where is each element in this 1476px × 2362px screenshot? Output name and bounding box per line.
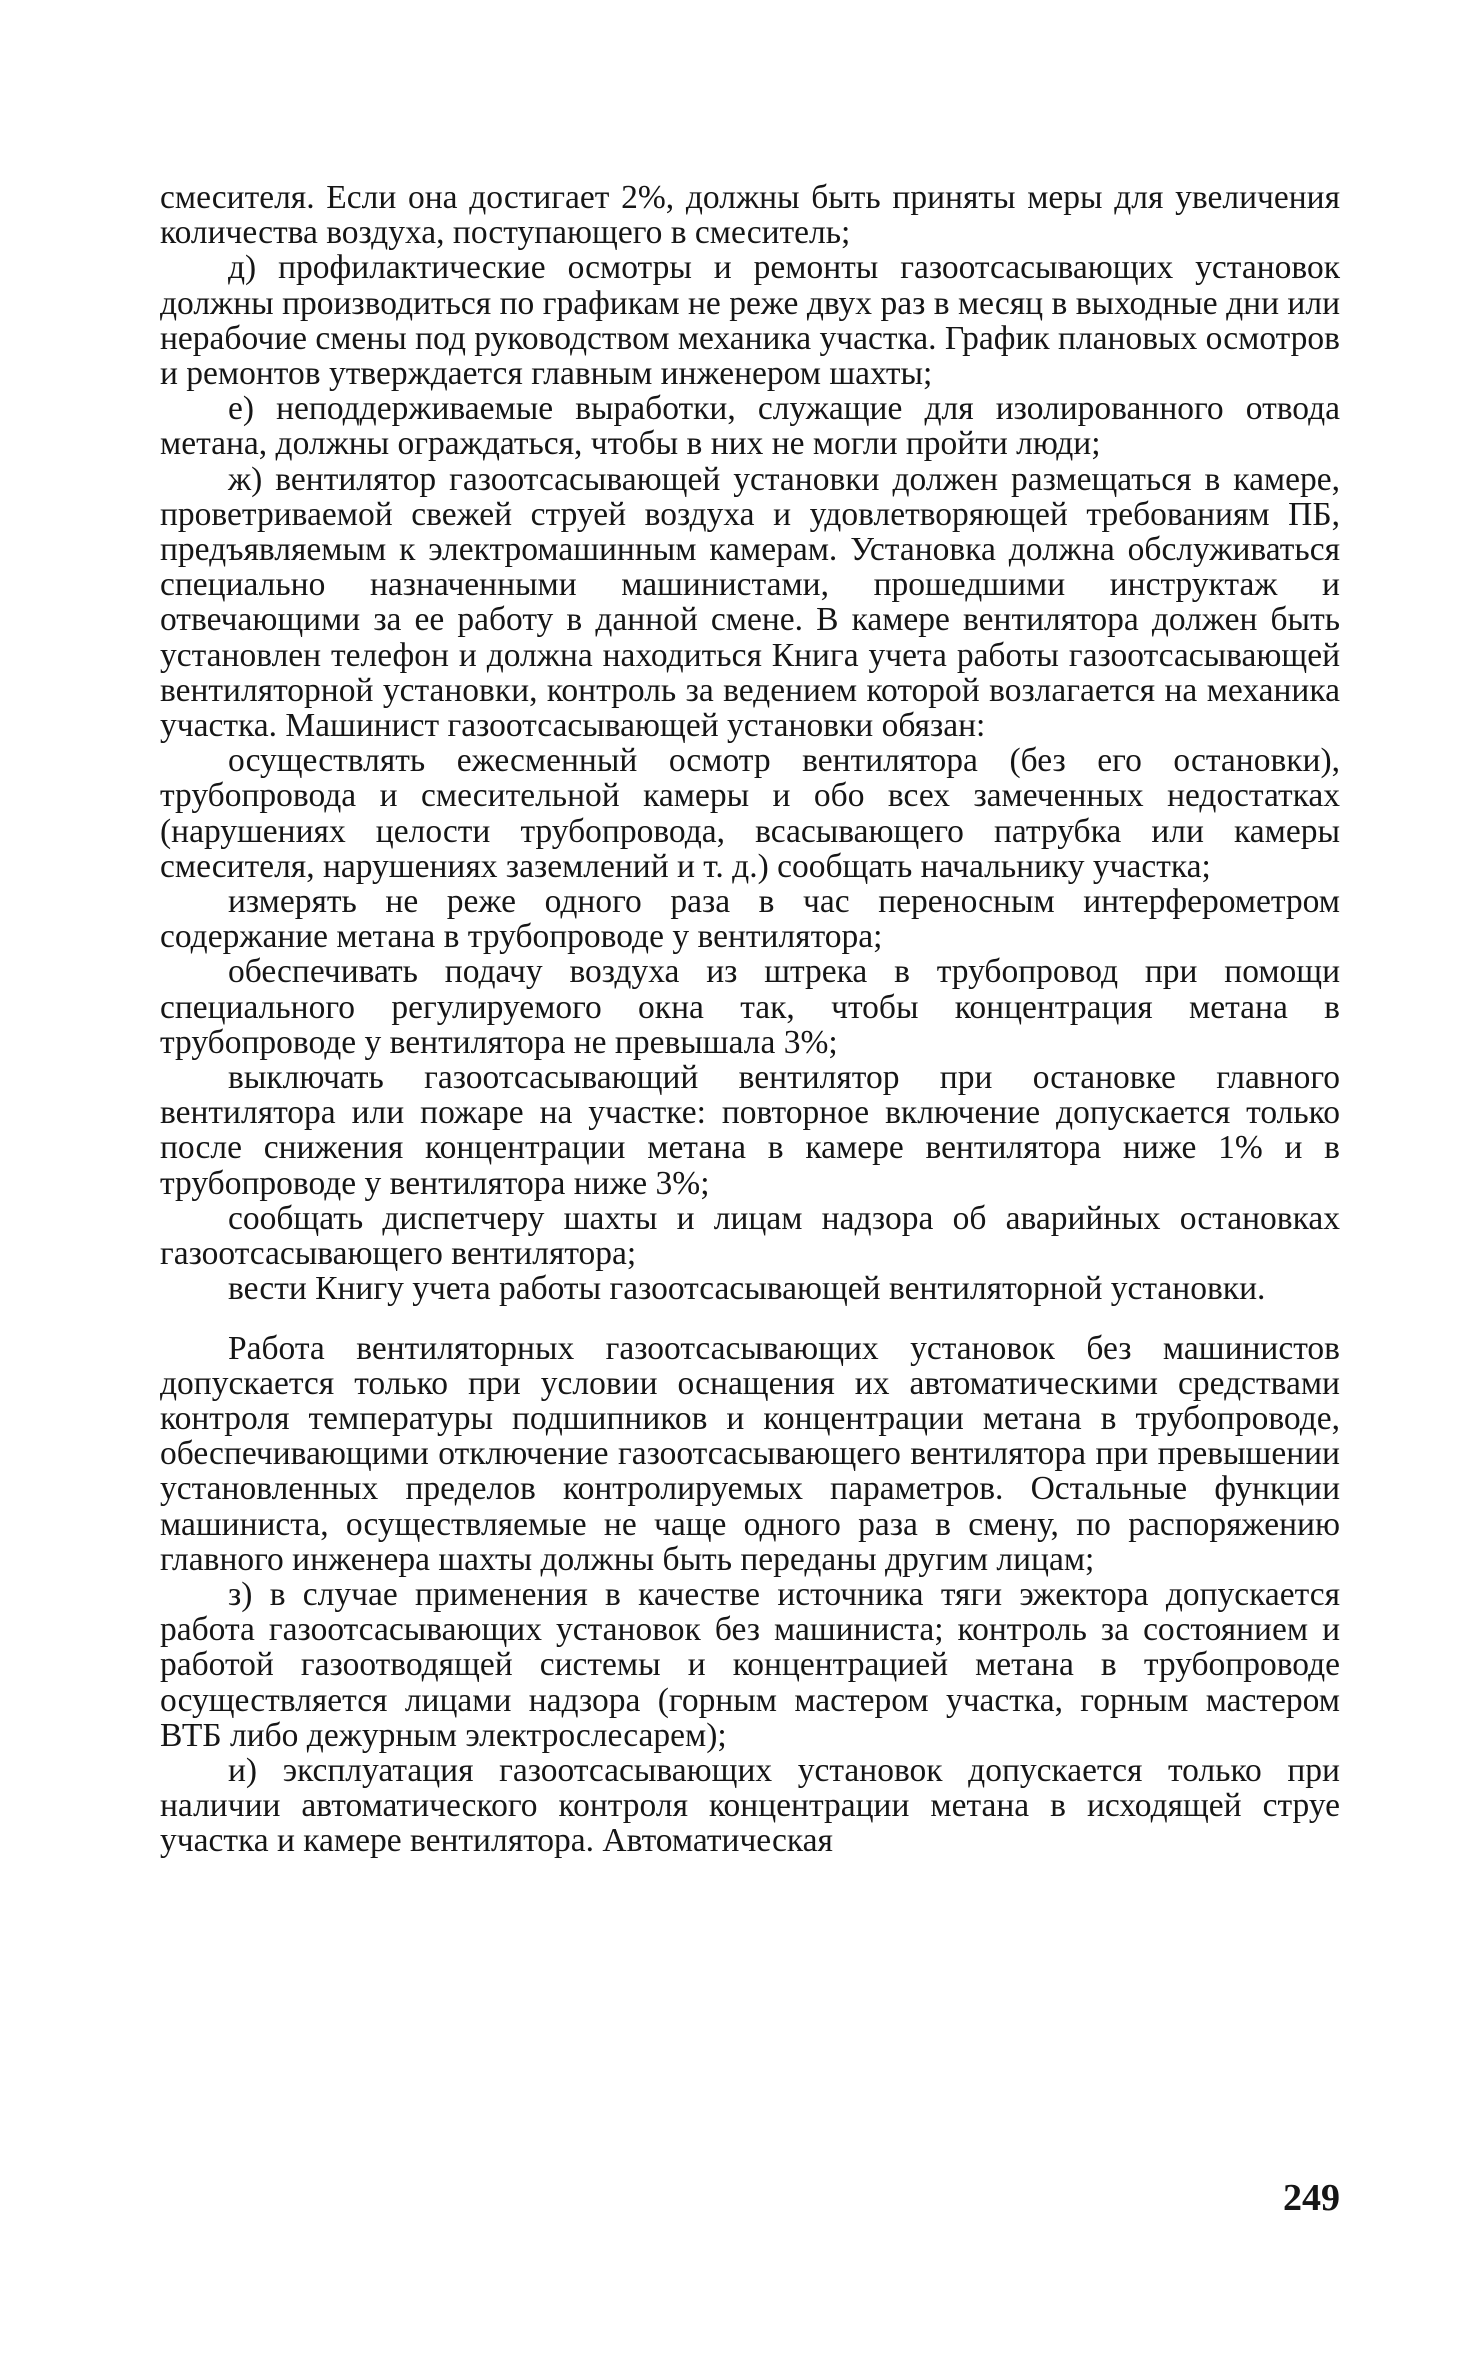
paragraph-duty-inspect: осуществлять ежесменный осмотр вентилятора (без его остановки), трубопровода и смесительной камеры и обо всех замеченных недостатках (нарушениях целости трубопровода, всасывающего патрубка или камеры смесителя, нарушениях заземлений и т. д.) сообщать начальнику участка; (160, 742, 1340, 885)
paragraph-item-zh: ж) вентилятор газоотсасывающей установки должен размещаться в камере, проветриваемой свежей струей воздуха и удовлетворяющей требованиям ПБ, предъявляемым к электромашинным камерам. Установка должна обслуживаться специально назначенными машинистами, прошедшими инструктаж и отвечающими за ее работу в данной смене. В камере вентилятора должен быть установлен телефон и должна находиться Книга учета работы газоотсасывающей вентиляторной установки, контроль за ведением которой возлагается на механика участка. Машинист газоотсасывающей установки обязан: (160, 460, 1340, 745)
paragraph-duty-report: сообщать диспетчеру шахты и лицам надзора об аварийных остановках газоотсасывающего вентилятора; (160, 1199, 1340, 1273)
paragraph-item-i: и) эксплуатация газоотсасывающих установок допускается только при наличии автоматического контроля концентрации метана в исходящей струе участка и камере вентилятора. Автоматическая (160, 1751, 1340, 1860)
paragraph-duty-measure: измерять не реже одного раза в час переносным интерферометром содержание метана в трубопроводе у вентилятора; (160, 883, 1340, 956)
paragraph-duty-air-supply: обеспечивать подачу воздуха из штрека в трубопровод при помощи специального регулируемого окна так, чтобы концентрация метана в трубопроводе у вентилятора не превышала 3%; (160, 953, 1340, 1061)
paragraph-item-z: з) в случае применения в качестве источника тяги эжектора допускается работа газоотсасывающих установок без машиниста; контроль за состоянием и работой газоотводящей системы и концентрацией метана в трубопроводе осуществляется лицами надзора (горным мастером участка, горным мастером ВТБ либо дежурным электрослесарем); (160, 1575, 1340, 1754)
paragraph-continuation: смесителя. Если она достигает 2%, должны быть приняты меры для увеличения количества воздуха, поступающего в смеситель; (160, 179, 1340, 252)
paragraph-automation: Работа вентиляторных газоотсасывающих установок без машинистов допускается только при условии оснащения их автоматическими средствами контроля температуры подшипников и концентрации метана в трубопроводе, обеспечивающими отключение газоотсасывающего вентилятора при превышении установленных пределов контролируемых параметров. Остальные функции машиниста, осуществляемые не чаще одного раза в смену, по распоряжению главного инженера шахты должны быть переданы другим лицам; (160, 1329, 1340, 1578)
page-body (160, 180, 1340, 1859)
paragraph-item-e: е) неподдерживаемые выработки, служащие для изолированного отвода метана, должны ограждаться, чтобы в них не могли пройти люди; (160, 390, 1340, 463)
page-number: 249 (1283, 2177, 1340, 2219)
paragraph-item-d: д) профилактические осмотры и ремонты газоотсасывающих установок должны производиться по графикам не реже двух раз в месяц в выходные дни или нерабочие смены под руководством механика участка. График плановых осмотров и ремонтов утверждается главным инженером шахты; (160, 249, 1340, 393)
paragraph-duty-shutdown: выключать газоотсасывающий вентилятор при остановке главного вентилятора или пожаре на участке: повторное включение допускается только после снижения концентрации метана в камере вентилятора ниже 1% и в трубопроводе у вентилятора ниже 3%; (160, 1059, 1340, 1202)
paragraph-duty-logbook: вести Книгу учета работы газоотсасывающей вентиляторной установки. (228, 1270, 1266, 1308)
